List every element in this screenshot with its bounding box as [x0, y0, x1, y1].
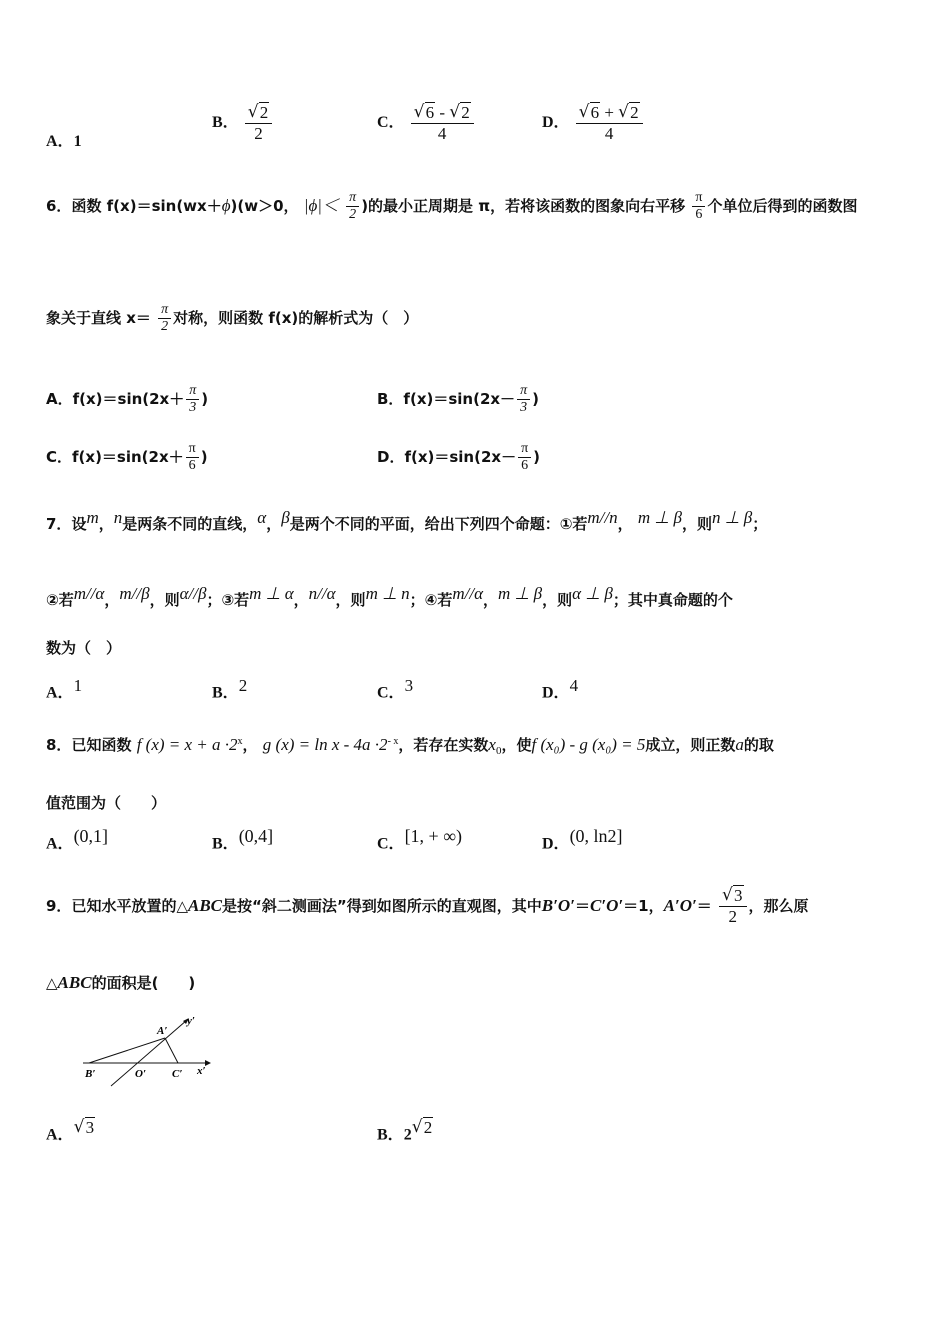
label-o-prime: O′ — [135, 1068, 147, 1080]
q8-line-1 — [46, 734, 774, 757]
relation: m//β — [119, 584, 150, 603]
var-n: n — [113, 508, 123, 527]
option-text: D．f(x)＝sin(2x－ — [377, 448, 517, 466]
triangle-name: ABC — [57, 973, 92, 992]
subscript: 0 — [495, 745, 502, 757]
radicand: 2 — [259, 103, 269, 122]
q8-option-c — [377, 826, 462, 853]
label-a-prime: A′ — [157, 1025, 168, 1037]
segment: B′O′ — [541, 896, 575, 915]
label-b-prime: B′ — [85, 1068, 96, 1080]
function-g: g (x) = ln x - 4a ·2 — [262, 735, 388, 754]
var-x: x — [488, 735, 496, 754]
option-label: B． — [212, 835, 239, 853]
relation: m//α — [73, 584, 105, 603]
q9-option-a — [46, 1118, 95, 1144]
fraction — [518, 441, 531, 474]
denominator: 4 — [411, 123, 474, 144]
question-number: 9． — [46, 897, 72, 915]
q5-option-c — [377, 103, 476, 144]
punct: ， — [98, 515, 114, 533]
paren: ) — [200, 448, 208, 466]
radicand: 6 — [590, 103, 600, 122]
radicand: 3 — [85, 1118, 95, 1137]
var-a: a — [735, 735, 744, 754]
denominator: 2 — [346, 206, 359, 223]
q6-option-c — [46, 441, 208, 474]
option-label: C． — [377, 835, 405, 853]
radicand: 2 — [461, 103, 470, 122]
option-label: B． — [212, 114, 239, 132]
punct: ， — [617, 515, 633, 533]
option-value: [1, + ∞) — [404, 826, 463, 846]
abs-phi: |ϕ|＜ — [303, 196, 339, 215]
var-beta: β — [281, 508, 290, 527]
var-m: m — [86, 508, 99, 527]
option-value: (0, ln2] — [569, 826, 623, 846]
triangle-name: ABC — [187, 896, 223, 915]
option-value: 2 — [238, 676, 248, 695]
denominator: 3 — [186, 399, 199, 416]
label-y-prime: y′ — [187, 1015, 195, 1027]
oblique-view-figure — [75, 1010, 215, 1090]
question-text: ，则 — [335, 591, 366, 609]
q8-option-b — [212, 826, 273, 853]
x-axis-arrow — [205, 1060, 211, 1066]
option-label: A． — [46, 835, 74, 853]
option-label: A． — [46, 684, 74, 702]
option-value: 3 — [404, 676, 414, 695]
q8-option-d — [542, 826, 623, 853]
question-text: 个单位后得到的函数图 — [707, 197, 858, 215]
option-value: 4 — [569, 676, 579, 695]
phi-symbol: ϕ — [221, 196, 231, 215]
denominator: 6 — [186, 457, 199, 474]
denominator: 2 — [245, 123, 273, 144]
q6-line-1 — [46, 190, 857, 223]
question-text: ；其中真命题的个 — [612, 591, 733, 609]
option-text: C．f(x)＝sin(2x＋ — [46, 448, 184, 466]
question-text: ，则 — [149, 591, 180, 609]
question-text: 设 — [71, 515, 87, 533]
option-text: B．f(x)＝sin(2x－ — [377, 390, 516, 408]
question-text: △ — [46, 974, 58, 992]
fraction — [411, 103, 474, 144]
operator: - — [439, 103, 445, 122]
question-text: 的取 — [743, 736, 774, 754]
option-value: (0,4] — [238, 826, 274, 846]
question-text: 对称，则函数 f(x)的解析式为（ ） — [173, 309, 419, 327]
denominator: 2 — [158, 318, 171, 335]
exponent: - x — [387, 736, 399, 747]
paren: ) — [533, 448, 541, 466]
equation: f (x₀) - g (x₀) = 5 — [531, 735, 646, 754]
q7-option-b — [212, 676, 247, 702]
question-number: 6． — [46, 197, 72, 215]
question-text: ；③若 — [206, 591, 250, 609]
question-text: ，那么原 — [748, 897, 809, 915]
q6-option-a — [46, 383, 208, 416]
denominator: 6 — [692, 206, 705, 223]
exponent: x — [237, 736, 243, 747]
relation: m ⊥ n — [365, 584, 410, 603]
option-value: 1 — [73, 133, 82, 150]
relation: m//n — [587, 508, 618, 527]
q7-line-2 — [46, 584, 733, 610]
question-text: 数为（ ） — [46, 639, 122, 657]
question-text: 是两个不同的平面，给出下列四个命题：①若 — [289, 515, 588, 533]
question-text: )的最小正周期是 π，若将该函数的图象向右平移 — [361, 197, 686, 215]
denominator: 6 — [518, 457, 531, 474]
denominator: 2 — [719, 906, 747, 927]
question-text: 函数 f(x)＝sin(wx＋ — [71, 197, 222, 215]
option-value: (0,1] — [73, 826, 109, 846]
punct: ， — [242, 736, 258, 754]
equals: ＝ — [574, 897, 590, 915]
option-label: B． — [212, 684, 239, 702]
equals: ＝1， — [623, 897, 664, 915]
question-text: 成立，则正数 — [645, 736, 736, 754]
question-text: 已知水平放置的△ — [71, 897, 188, 915]
question-text: ，则 — [681, 515, 712, 533]
radicand: 2 — [423, 1118, 433, 1137]
relation: n//α — [308, 584, 336, 603]
fraction — [346, 190, 359, 223]
option-text: A．f(x)＝sin(2x＋ — [46, 390, 185, 408]
q7-option-d — [542, 676, 578, 702]
fraction — [692, 190, 705, 223]
q9-line-1 — [46, 886, 809, 927]
fraction — [186, 441, 199, 474]
numerator: π — [188, 441, 196, 456]
function-f: f (x) = x + a ·2 — [136, 735, 238, 754]
question-text: ②若 — [46, 591, 74, 609]
q9-option-b — [377, 1118, 433, 1144]
relation: m ⊥ β — [498, 584, 543, 603]
segment: A′O′ — [663, 896, 697, 915]
segment-ac — [165, 1038, 178, 1063]
question-text: ，使 — [501, 736, 532, 754]
q7-option-c — [377, 676, 413, 702]
radicand: 6 — [425, 103, 435, 122]
question-text: 是两条不同的直线， — [122, 515, 258, 533]
numerator: π — [520, 383, 528, 398]
question-text: 值范围为（ ） — [46, 794, 167, 812]
question-text: ，若存在实数 — [398, 736, 489, 754]
option-label: C． — [377, 684, 405, 702]
fraction — [158, 302, 171, 335]
question-text: ；④若 — [409, 591, 453, 609]
equals: ＝ — [696, 897, 712, 915]
question-number: 8． — [46, 736, 72, 754]
numerator: π — [521, 441, 529, 456]
option-label: D． — [542, 114, 570, 132]
punct: ， — [104, 591, 120, 609]
question-text: 是按“斜二测画法”得到如图所示的直观图，其中 — [222, 897, 542, 915]
question-text: 象关于直线 x＝ — [46, 309, 151, 327]
relation: m ⊥ β — [637, 508, 682, 527]
denominator: 3 — [517, 399, 530, 416]
option-label: D． — [542, 684, 570, 702]
question-number: 7． — [46, 515, 72, 533]
q8-line-2 — [46, 792, 166, 813]
q5-option-b — [212, 103, 274, 144]
q5-option-a — [46, 128, 82, 151]
fraction — [245, 103, 273, 144]
numerator: π — [189, 383, 197, 398]
relation: α ⊥ β — [572, 584, 613, 603]
segment-ba — [89, 1038, 165, 1063]
q6-option-d — [377, 441, 540, 474]
option-label: A． — [46, 133, 74, 150]
relation: m ⊥ α — [249, 584, 294, 603]
question-text: 已知函数 — [71, 736, 132, 754]
punct: ， — [483, 591, 499, 609]
question-text: 的面积是( ) — [91, 974, 196, 992]
var-alpha: α — [257, 508, 267, 527]
fraction — [719, 886, 747, 927]
option-label: A． — [46, 1126, 74, 1144]
question-text: ，则 — [542, 591, 573, 609]
fraction — [517, 383, 530, 416]
fraction — [576, 103, 643, 144]
q6-line-2 — [46, 302, 418, 335]
option-label: D． — [542, 835, 570, 853]
paren: ) — [201, 390, 209, 408]
option-label: C． — [377, 114, 405, 132]
punct: ， — [266, 515, 282, 533]
q7-option-a — [46, 676, 82, 702]
label-x-prime: x′ — [197, 1065, 206, 1077]
numerator: π — [695, 190, 703, 205]
radicand: 3 — [734, 886, 743, 905]
punct: ， — [293, 591, 309, 609]
q7-line-3 — [46, 637, 121, 658]
q6-option-b — [377, 383, 539, 416]
fraction — [186, 383, 199, 416]
q9-line-2 — [46, 972, 195, 993]
label-c-prime: C′ — [172, 1068, 183, 1080]
numerator: π — [349, 190, 357, 205]
question-text: )(w＞0， — [230, 197, 299, 215]
q5-option-d — [542, 103, 645, 144]
punct: ； — [752, 515, 768, 533]
numerator: π — [161, 302, 169, 317]
coefficient: 2 — [403, 1126, 412, 1144]
segment: C′O′ — [589, 896, 624, 915]
relation: m//α — [452, 584, 484, 603]
q8-option-a — [46, 826, 108, 853]
relation: n ⊥ β — [711, 508, 753, 527]
relation: α//β — [179, 584, 207, 603]
radicand: 2 — [630, 103, 639, 122]
option-label: B． — [377, 1126, 404, 1144]
operator: + — [604, 103, 614, 122]
denominator: 4 — [576, 123, 643, 144]
option-value: 1 — [73, 676, 83, 695]
q7-line-1 — [46, 508, 767, 534]
paren: ) — [532, 390, 539, 408]
